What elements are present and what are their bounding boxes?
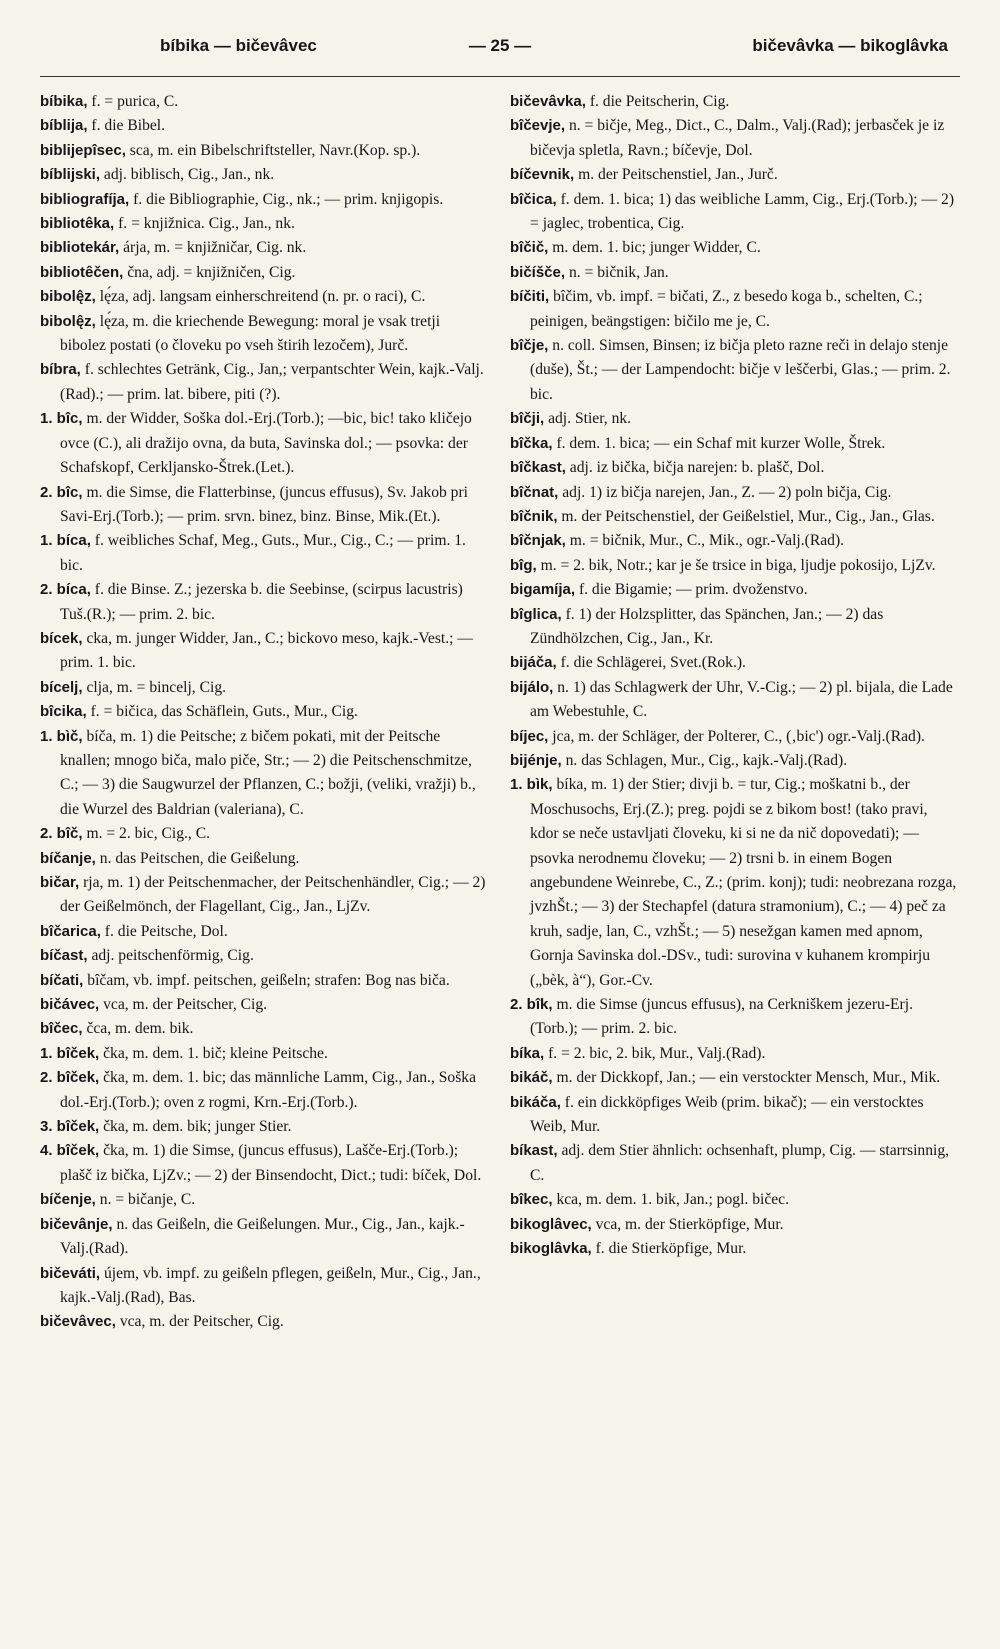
entry-definition: m. = 2. bic, Cig., C. [86,825,211,843]
page-number: — 25 — [468,36,532,55]
dictionary-entry [510,261,958,285]
dictionary-entry [510,90,958,114]
entry-headword: bibolę̂z, [40,288,96,306]
entry-headword: bíkast, [510,1142,558,1160]
dictionary-entry [40,407,488,480]
entry-headword: bičíšče, [510,263,566,281]
dictionary-entry [40,944,488,968]
entry-definition: újem, vb. impf. zu geißeln pflegen, geißeln, Mur., Cig., Jan., kajk.-Valj.(Rad), Bas. [60,1264,481,1306]
entry-definition: f. dem. 1. bica; 1) das weibliche Lamm, Cig., Erj.(Torb.); — 2) = jaglec, trobentica, Cig. [530,190,955,233]
entry-definition: f. 1) der Holzsplitter, das Spänchen, Jan.; — 2) das Zündhölzchen, Cig., Jan., Kr. [530,605,884,647]
dictionary-entry [510,1188,958,1212]
header-left-guide-words: bíbika — bičevâvec [160,36,317,55]
entry-definition: f. schlechtes Getränk, Cig., Jan,; verpantschter Wein, kajk.-Valj.(Rad).; — prim. lat. bibere, piti (?). [60,361,484,403]
dictionary-entry [40,627,488,676]
entry-headword: bîčica, [510,190,557,208]
entry-headword: bîčje, [510,337,549,355]
entry-definition: m. der Peitschenstiel, der Geißelstiel, Mur., Cig., Jan., Glas. [561,507,935,525]
dictionary-entry [40,871,488,920]
entry-definition: vca, m. der Peitscher, Cig. [119,1313,284,1331]
dictionary-entry [40,969,488,993]
dictionary-entry [40,1017,488,1041]
entry-headword: bikoglâvec, [510,1215,592,1233]
entry-definition: m. die Simse (juncus effusus), na Cerkniškem jezeru-Erj.(Torb.); — prim. 2. bic. [530,996,913,1038]
entry-headword: bíčevnik, [510,166,575,184]
dictionary-entry [510,481,958,505]
entry-headword: bíka, [510,1044,545,1062]
entry-definition: cka, m. junger Widder, Jan., C.; bickovo meso, kajk.-Vest.; — prim. 1. bic. [60,629,473,672]
dictionary-entry [40,1066,488,1115]
dictionary-entry [510,1066,958,1090]
entry-headword: bîčarica, [40,922,101,940]
entry-headword: bíčenje, [40,1191,96,1209]
dictionary-entry [40,993,488,1017]
entry-headword: 2. bîk, [510,996,553,1014]
entry-definition: f. = 2. bic, 2. bik, Mur., Valj.(Rad). [548,1044,766,1062]
entry-definition: m. dem. 1. bic; junger Widder, C. [552,239,761,257]
entry-definition: n. das Geißeln, die Geißelungen. Mur., Cig., Jan., kajk.-Valj.(Rad). [60,1215,465,1258]
dictionary-entry [510,676,958,725]
entry-headword: bičávec, [40,996,100,1014]
entry-headword: bibliografíja, [40,190,130,208]
entry-definition: sca, m. ein Bibelschriftsteller, Navr.(Kop. sp.). [129,141,421,159]
entry-headword: bíčast, [40,947,88,965]
entry-headword: bičeváti, [40,1264,101,1282]
dictionary-entry [510,236,958,260]
entry-definition: čka, m. dem. 1. bič; kleine Peitsche. [103,1044,328,1062]
dictionary-entry [510,505,958,529]
entry-definition: čka, m. 1) die Simse, (juncus effusus), Lašče-Erj.(Torb.); plašč iz bička, LjZv.; — 2) der Binsendocht, Dict.; tudi: bíček, Dol. [60,1142,482,1184]
entry-headword: 1. bîček, [40,1044,100,1062]
entry-headword: bíblijski, [40,166,101,184]
entry-headword: 2. bîc, [40,483,83,501]
entry-definition: vca, m. der Peitscher, Cig. [103,996,268,1014]
entry-definition: adj. peitschenförmig, Cig. [91,947,254,965]
entry-definition: čka, m. dem. bik; junger Stier. [103,1118,292,1136]
entry-headword: bibliotêka, [40,215,115,233]
entry-headword: bíčiti, [510,288,550,306]
dictionary-entry [510,334,958,407]
entry-definition: f. die Bigamie; — prim. dvoženstvo. [578,581,808,599]
entry-headword: bičevâvec, [40,1313,116,1331]
dictionary-entry [40,676,488,700]
header-rule [40,76,960,77]
running-header [40,30,960,64]
dictionary-entry [40,920,488,944]
dictionary-entry [40,236,488,260]
entry-definition: f. die Peitsche, Dol. [104,922,228,940]
entry-definition: bîčam, vb. impf. peitschen, geißeln; strafen: Bog nas biča. [87,971,450,989]
entry-definition: adj. iz bička, bičja narejen: b. plašč, Dol. [569,459,825,477]
dictionary-entry [510,603,958,652]
entry-definition: f. = knjižnica. Cig., Jan., nk. [118,215,295,233]
entry-headword: bijénje, [510,751,562,769]
dictionary-entry [40,139,488,163]
entry-definition: f. = bičica, das Schäflein, Guts., Mur., Cig. [90,703,358,721]
entry-headword: bîcika, [40,703,87,721]
dictionary-entry [510,456,958,480]
dictionary-entry [40,481,488,530]
entry-headword: bîčnat, [510,483,559,501]
entry-definition: lę́za, m. die kriechende Bewegung: moral je vsak tretji bibolez postati (o človeku po vseh štirih lezočem), Jurč. [60,312,441,355]
entry-headword: bikoglâvka, [510,1240,592,1258]
dictionary-entry [510,1237,958,1261]
entry-headword: 2. bîček, [40,1069,100,1087]
entry-headword: bijáča, [510,654,557,672]
dictionary-entry [40,114,488,138]
entry-headword: 1. bìk, [510,776,553,794]
entry-definition: f. ein dickköpfiges Weib (prim. bikač); — ein verstocktes Weib, Mur. [530,1093,924,1136]
entry-definition: lę́za, adj. langsam einherschreitend (n. pr. o raci), C. [99,288,426,306]
dictionary-entry [40,1188,488,1212]
entry-definition: adj. Stier, nk. [548,410,632,428]
dictionary-entry [40,700,488,724]
entry-headword: bibliotêčen, [40,263,124,281]
entry-definition: bíča, m. 1) die Peitsche; z bičem pokati, mit der Peitsche knallen; mnogo biča, malo piče, Str.; — 2) die Peitschenschmitze, C.; — 3) die Saugwurzel der Pflanzen, C.; božji, (veliki, vražji) b., die Wurzel des Baldrian (valeriana), C. [60,727,476,818]
entry-definition: adj. 1) iz bičja narejen, Jan., Z. — 2) poln bičja, Cig. [562,483,892,501]
dictionary-entry [510,651,958,675]
entry-headword: bíjec, [510,727,549,745]
entry-headword: bíčati, [40,971,84,989]
entry-definition: f. = purica, C. [91,93,179,110]
dictionary-entry [510,578,958,602]
entry-definition: adj. biblisch, Cig., Jan., nk. [103,166,275,184]
dictionary-entry [510,554,958,578]
entry-definition: vca, m. der Stierköpfige, Mur. [595,1215,784,1233]
entry-definition: bíka, m. 1) der Stier; divji b. = tur, Cig.; moškatni b., der Moschusochs, Erj.(Z.); preg. pojdi se z bikom bost! (tako pravi, kdor se neče ustavljati človeku, ki si ne da nič dopovedati); — psovka nerodnemu človeku; — 2) trsni b. in einem Bogen angebundene Weinrebe, C., Z.; (prim. konj); tudi: neobrezana rozga, jvzhŠt.; — 3) der Stechapfel (datura stramonium), C.; — 4) peč za kruh, sadje, lan, C., vzhŠt.; — 5) nesežgan kamen med apnom, Gornja Savinska dol.-DSv., tudi: surovina v kuhanem krompirju („bèk, à“), Gor.-Cv. [530,776,957,989]
entry-definition: m. die Simse, die Flatterbinse, (juncus effusus), Sv. Jakob pri Savi-Erj.(Torb.); — prim. srvn. binez, binz. Binse, Mik.(Et.). [60,483,469,525]
entry-definition: n. das Peitschen, die Geißelung. [99,849,300,867]
entry-definition: čna, adj. = knjižničen, Cig. [127,263,296,281]
entry-definition: n. = bičnik, Jan. [568,263,669,281]
entry-definition: m. der Dickkopf, Jan.; — ein verstockter Mensch, Mur., Mik. [556,1069,941,1087]
entry-definition: čca, m. dem. bik. [86,1020,194,1038]
entry-headword: bijálo, [510,678,554,696]
dictionary-entry [40,578,488,627]
entry-headword: bîčkast, [510,459,566,477]
entry-definition: jca, m. der Schläger, der Polterer, C., (‚bic') ogr.-Valj.(Rad). [552,727,925,745]
dictionary-entry [40,358,488,407]
dictionary-entry [40,725,488,823]
entry-headword: bîglica, [510,605,562,623]
dictionary-entry [40,90,488,114]
entry-headword: biblijepîsec, [40,141,126,159]
dictionary-entry [40,1139,488,1188]
entry-headword: bíbika, [40,93,88,110]
entry-headword: bíčanje, [40,849,96,867]
entry-headword: 3. bîček, [40,1118,100,1136]
dictionary-entry [40,1213,488,1262]
dictionary-entry [510,432,958,456]
dictionary-entry [510,1042,958,1066]
entry-definition: f. die Schlägerei, Svet.(Rok.). [560,654,746,672]
entry-headword: bičar, [40,874,80,891]
header-right-guide-words: bičevâvka — bikoglâvka [752,36,948,55]
dictionary-entry [510,773,958,993]
dictionary-entry [40,1262,488,1311]
right-column [510,90,958,1262]
entry-headword: bîkec, [510,1191,553,1209]
entry-definition: f. dem. 1. bica; — ein Schaf mit kurzer Wolle, Štrek. [556,434,886,452]
entry-definition: f. die Bibliographie, Cig., nk.; — prim. knjigopis. [133,190,444,208]
entry-definition: čka, m. dem. 1. bic; das männliche Lamm, Cig., Jan., Soška dol.-Erj.(Torb.); oven z rogmi, Krn.-Erj.(Torb.). [60,1069,476,1111]
entry-definition: n. = bičanje, C. [99,1191,196,1209]
dictionary-entry [40,822,488,846]
entry-definition: adj. dem Stier ähnlich: ochsenhaft, plump, Cig. — starrsinnig, C. [530,1142,950,1184]
entry-definition: f. die Bibel. [91,117,166,135]
entry-headword: bičevâvka, [510,93,586,110]
entry-headword: bîčič, [510,239,549,257]
dictionary-entry [40,261,488,285]
entry-headword: bíblija, [40,117,88,135]
entry-headword: bičevânje, [40,1215,113,1233]
entry-headword: 1. bìč, [40,727,83,745]
entry-headword: bibolę̂z, [40,312,96,330]
entry-definition: árja, m. = knjižničar, Cig. nk. [123,239,307,257]
entry-headword: bîg, [510,556,537,574]
entry-definition: f. die Peitscherin, Cig. [589,93,730,110]
entry-headword: bîčevje, [510,117,566,135]
dictionary-entry [510,114,958,163]
entry-definition: clja, m. = bincelj, Cig. [86,678,227,696]
entry-headword: bikáč, [510,1069,553,1087]
entry-definition: m. = 2. bik, Notr.; kar je še trsice in biga, ljudje pokosijo, LjZv. [540,556,936,574]
dictionary-entry [510,1139,958,1188]
entry-headword: 2. bîč, [40,825,83,843]
entry-definition: n. = bičje, Meg., Dict., C., Dalm., Valj.(Rad); jerbasček je iz bičevja spletla, Ravn.; bíčevje, Dol. [530,117,945,159]
dictionary-entry [510,529,958,553]
entry-headword: bícek, [40,629,83,647]
dictionary-entry [40,1115,488,1139]
entry-definition: f. die Stierköpfige, Mur. [595,1240,747,1258]
dictionary-entry [510,163,958,187]
entry-headword: bikáča, [510,1093,561,1111]
entry-definition: bîčim, vb. impf. = bičati, Z., z besedo koga b., schelten, C.; peinigen, beängstigen: bičilo me je, C. [530,288,923,330]
dictionary-entry [510,749,958,773]
dictionary-entry [40,163,488,187]
entry-headword: bîčec, [40,1020,83,1038]
entry-definition: n. das Schlagen, Mur., Cig., kajk.-Valj.(Rad). [565,751,848,769]
entry-headword: bîčji, [510,410,545,428]
entry-definition: n. coll. Simsen, Binsen; iz bičja pleto razne reči in delajo stenje (duše), Št.; — der Lampendocht: bičje v leščerbi, Glas.; — prim. 2. bic. [530,337,951,403]
entry-headword: bíbra, [40,361,81,379]
dictionary-entry [40,310,488,359]
dictionary-entry [510,1091,958,1140]
entry-definition: m. der Peitschenstiel, Jan., Jurč. [578,166,778,184]
entry-headword: bîčnjak, [510,532,566,550]
entry-headword: bícelj, [40,678,83,696]
dictionary-entry [510,1213,958,1237]
entry-definition: kca, m. dem. 1. bik, Jan.; pogl. bičec. [556,1191,789,1209]
entry-headword: bîčnik, [510,507,558,525]
entry-definition: n. 1) das Schlagwerk der Uhr, V.-Cig.; — 2) pl. bijala, die Lade am Webestuhle, C. [530,678,953,721]
entry-headword: 4. bîček, [40,1142,100,1160]
dictionary-entry [40,847,488,871]
dictionary-entry [40,285,488,309]
entry-headword: bigamíja, [510,581,576,599]
dictionary-entry [40,212,488,236]
entry-headword: bîčka, [510,434,553,452]
entry-headword: 2. bíca, [40,581,91,599]
entry-definition: f. die Binse. Z.; jezerska b. die Seebinse, (scirpus lacustris) Tuš.(R.); — prim. 2. bic. [60,581,463,623]
entry-headword: bibliotekár, [40,239,120,257]
dictionary-entry [510,285,958,334]
left-column [40,90,488,1335]
entry-definition: f. weibliches Schaf, Meg., Guts., Mur., Cig., C.; — prim. 1. bic. [60,532,466,574]
dictionary-entry [510,407,958,431]
dictionary-entry [510,188,958,237]
entry-definition: rja, m. 1) der Peitschenmacher, der Peitschenhändler, Cig.; — 2) der Geißelmönch, der Flagellant, Cig., Jan., LjZv. [60,874,486,916]
dictionary-entry [40,188,488,212]
dictionary-entry [510,725,958,749]
dictionary-entry [40,1310,488,1334]
dictionary-entry [40,529,488,578]
entry-headword: 1. bîc, [40,410,83,428]
entry-definition: m. = bičnik, Mur., C., Mik., ogr.-Valj.(Rad). [569,532,845,550]
dictionary-entry [40,1042,488,1066]
entry-definition: m. der Widder, Soška dol.-Erj.(Torb.); —bic, bic! tako kličejo ovce (C.), ali dražijo ovna, da buta, Savinska dol.; — psovka: der Schafskopf, Cerkljansko-Štrek.(Let.). [60,410,472,477]
dictionary-entry [510,993,958,1042]
entry-headword: 1. bíca, [40,532,91,550]
